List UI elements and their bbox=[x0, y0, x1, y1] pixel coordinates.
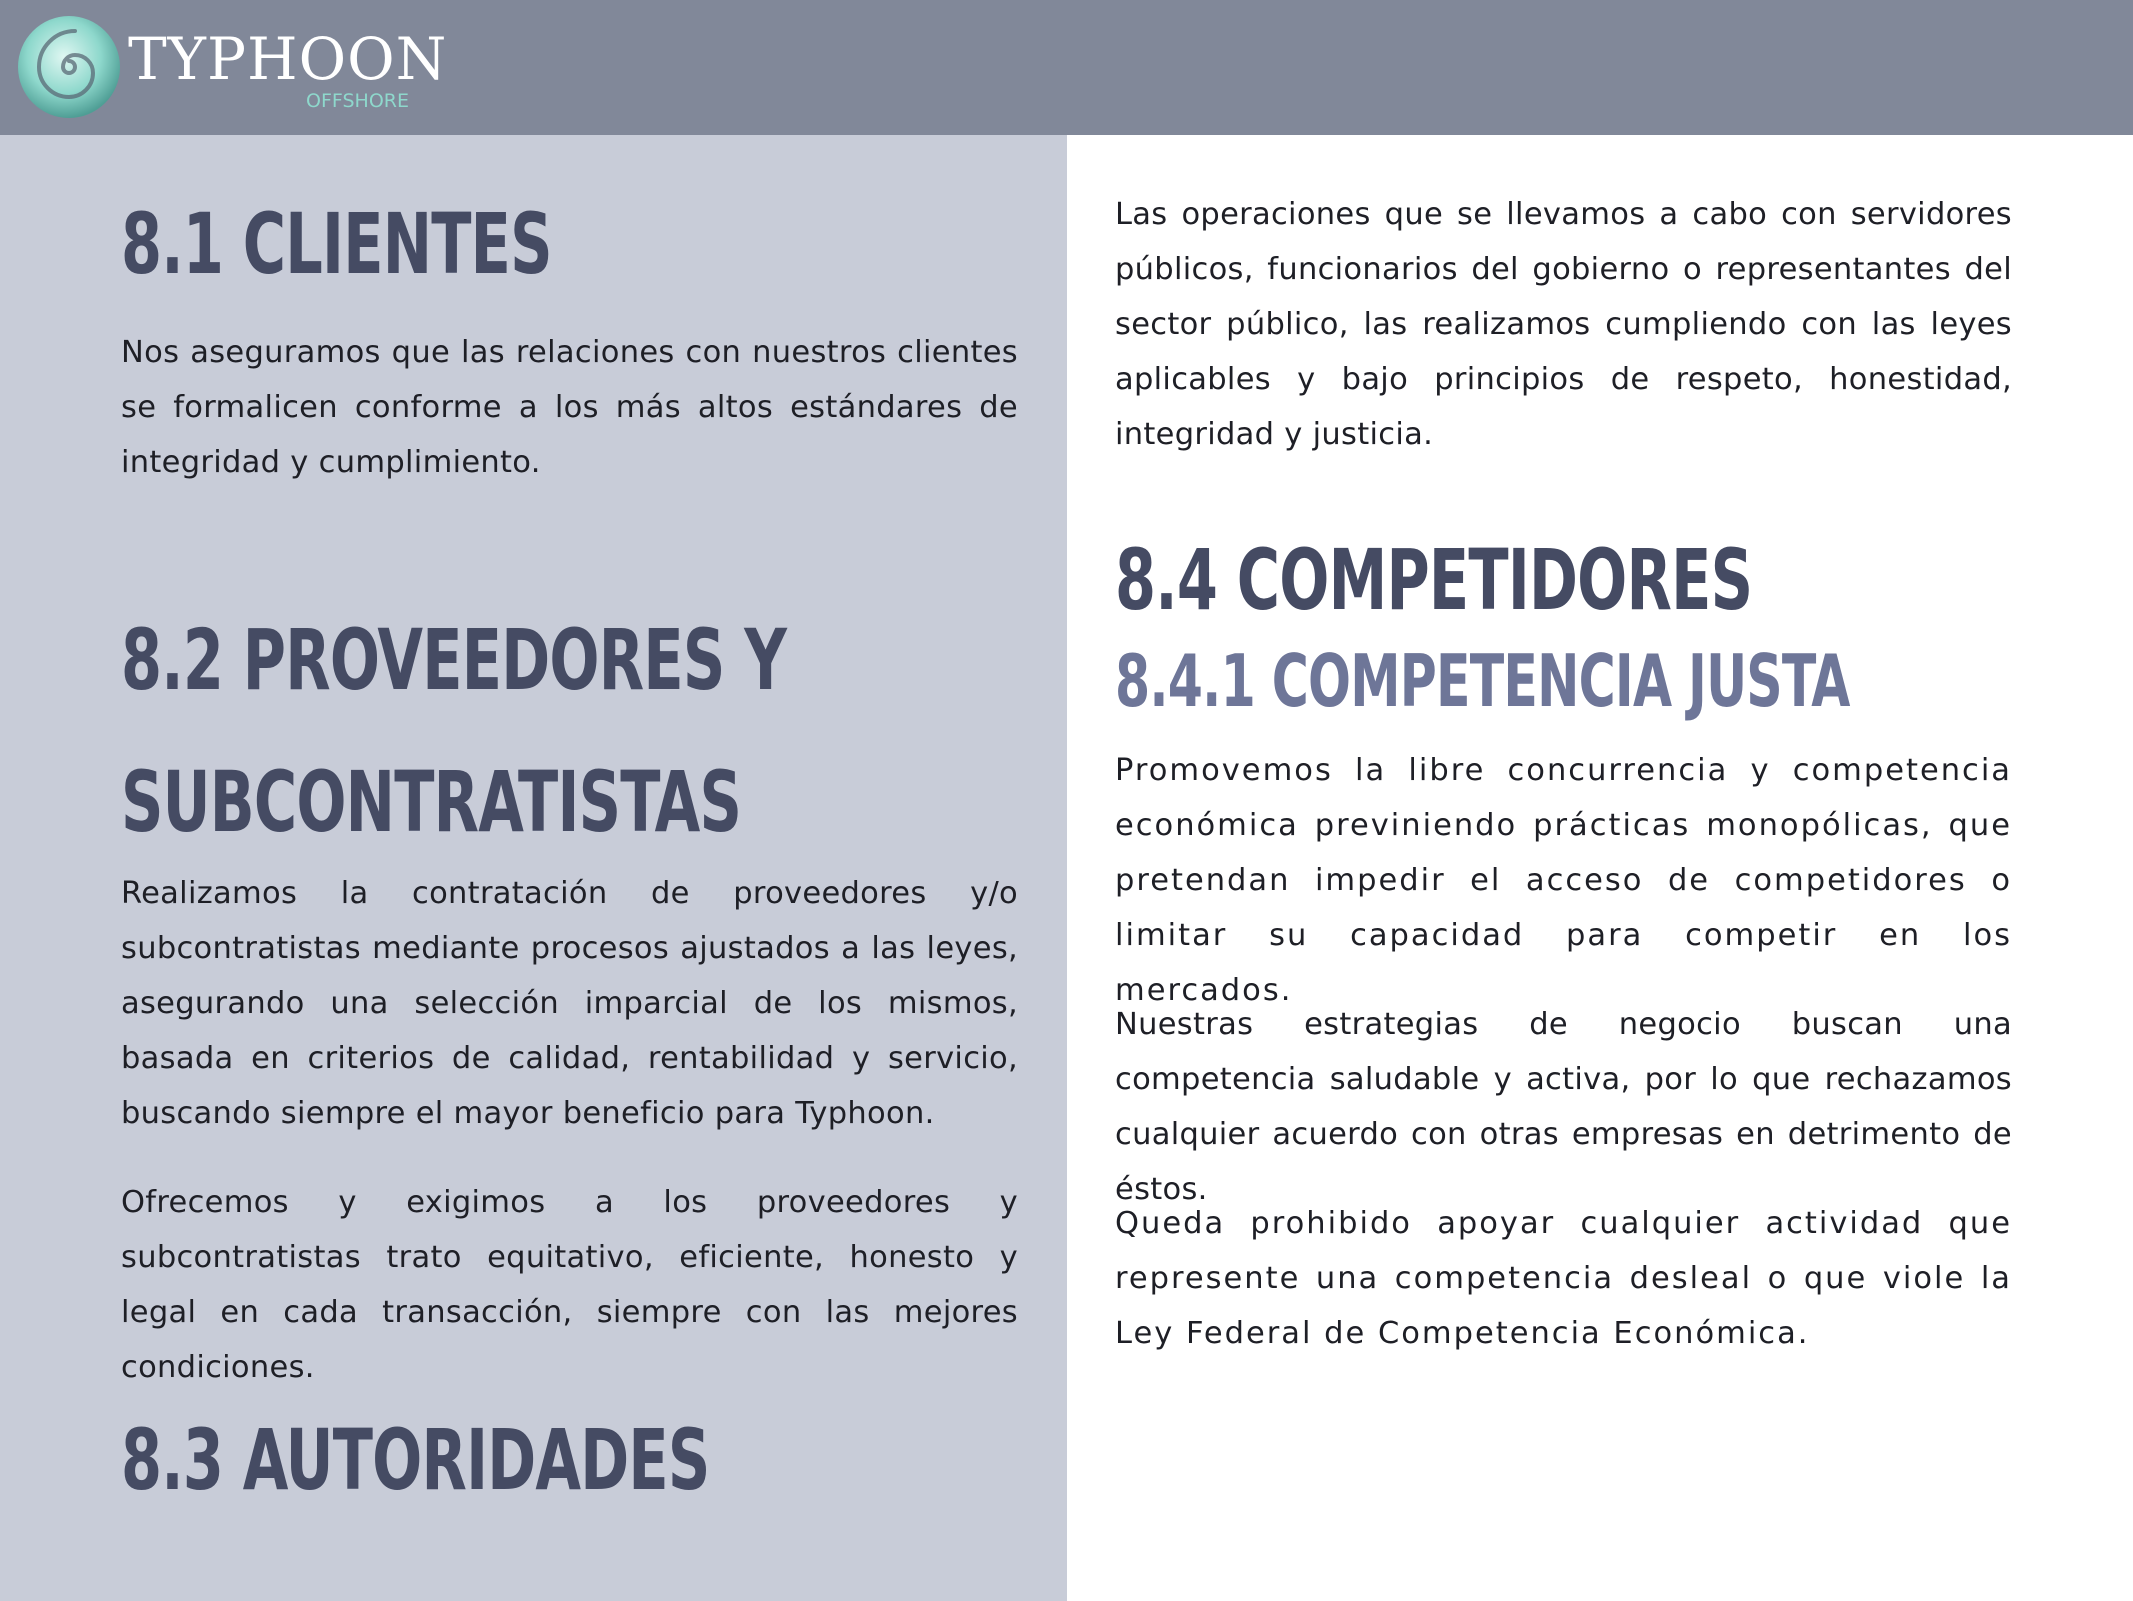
section-8-3-title: 8.3 AUTORIDADES bbox=[121, 1411, 710, 1509]
header-bar bbox=[0, 0, 2133, 135]
section-8-3-text: Las operaciones que se llevamos a cabo con servidores públicos, funcionarios del gobierno o representantes del sector público, las realizamos cumpliendo con las leyes aplicables y bajo principios de respeto, honestidad, integridad y justicia. bbox=[1115, 197, 2012, 452]
brand-name: TYPHOON bbox=[128, 25, 448, 93]
section-8-4-1-text-3: Queda prohibido apoyar cualquier actividad que represente una competencia desleal o que viole la Ley Federal de Competencia Económica. bbox=[1115, 1206, 2012, 1351]
section-8-1-text: Nos aseguramos que las relaciones con nuestros clientes se formalicen conforme a los más altos estándares de integridad y cumplimiento. bbox=[121, 335, 1018, 480]
brand-subtitle: OFFSHORE bbox=[306, 90, 409, 112]
section-8-4-title: 8.4 COMPETIDORES bbox=[1115, 531, 1753, 629]
spiral-logo-icon bbox=[16, 14, 122, 120]
section-8-2-title-line1: 8.2 PROVEEDORES Y bbox=[121, 611, 787, 709]
section-8-2-text-1: Realizamos la contratación de proveedores y/o subcontratistas mediante procesos ajustados a las leyes, asegurando una selección imparcial de los mismos, basada en criterios de calidad, rentabilidad y servicio, buscando siempre el mayor beneficio para Typhoon. bbox=[121, 876, 1018, 1131]
section-8-4-1-text-2: Nuestras estrategias de negocio buscan una competencia saludable y activa, por lo que rechazamos cualquier acuerdo con otras empresas en detrimento de éstos. bbox=[1115, 1007, 2012, 1207]
section-8-2-text-2: Ofrecemos y exigimos a los proveedores y subcontratistas trato equitativo, eficiente, honesto y legal en cada transacción, siempre con las mejores condiciones. bbox=[121, 1185, 1018, 1385]
section-8-2-title-line2: SUBCONTRATISTAS bbox=[121, 753, 742, 851]
section-8-4-1-title: 8.4.1 COMPETENCIA JUSTA bbox=[1115, 639, 1850, 723]
section-8-4-1-text-1: Promovemos la libre concurrencia y competencia económica previniendo prácticas monopólicas, que pretendan impedir el acceso de competidores o limitar su capacidad para competir en los mercados. bbox=[1115, 753, 2012, 1008]
section-8-1-title: 8.1 CLIENTES bbox=[121, 195, 552, 293]
